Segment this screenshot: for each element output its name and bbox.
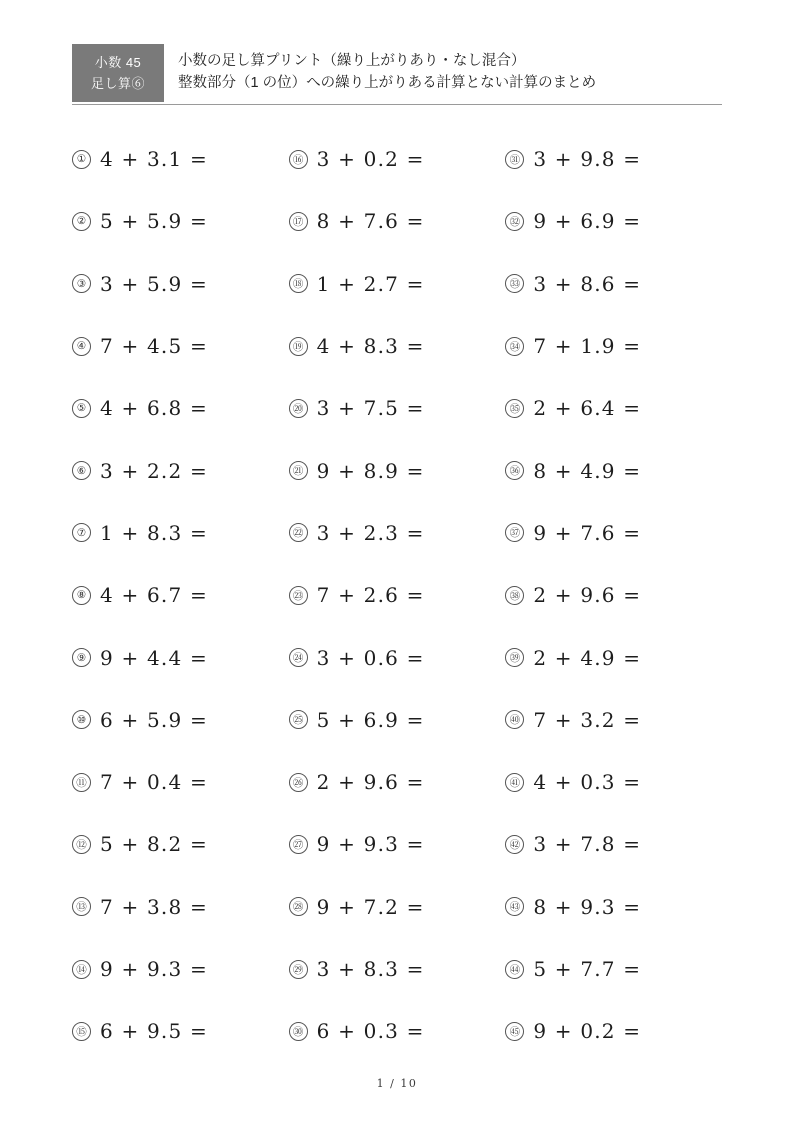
problem-item — [289, 1000, 506, 1062]
problem-number: ㊸ — [505, 897, 524, 916]
problem-item — [505, 626, 722, 688]
problem-expression: 3 + 5.9 = — [100, 271, 208, 296]
problem-grid — [72, 128, 722, 1062]
page-footer — [0, 1077, 794, 1090]
problem-expression: 7 + 4.5 = — [100, 334, 208, 359]
page-subtitle-text: 整数部分（1 の位）への繰り上がりある計算とない計算のまとめ — [178, 75, 597, 91]
problem-expression: 2 + 9.6 = — [533, 583, 642, 608]
problem-item — [72, 315, 289, 377]
problem-expression: 5 + 6.9 = — [316, 707, 425, 732]
problem-number: ㉔ — [289, 648, 308, 667]
problem-expression: 2 + 4.9 = — [533, 645, 642, 670]
problem-item — [72, 1000, 289, 1062]
problem-expression: 9 + 9.3 = — [100, 957, 208, 981]
problem-item — [289, 813, 506, 875]
problem-expression: 3 + 8.3 = — [316, 957, 425, 981]
problem-item — [72, 751, 289, 813]
problem-expression: 6 + 0.3 = — [316, 1019, 425, 1044]
problem-number: ④ — [72, 337, 91, 356]
problem-item — [505, 813, 722, 875]
problem-expression: 4 + 6.7 = — [100, 583, 208, 608]
problem-number: ㉑ — [289, 461, 308, 480]
problem-expression: 3 + 0.2 = — [316, 147, 425, 172]
problem-expression: 1 + 2.7 = — [316, 271, 425, 296]
problem-number: ㉕ — [289, 710, 308, 729]
problem-item — [289, 439, 506, 501]
problem-number: ㉓ — [289, 586, 308, 605]
problem-number: ⑮ — [72, 1022, 91, 1041]
page-number: 1 / 10 — [376, 1077, 418, 1090]
problem-item — [289, 253, 506, 315]
badge-line-2: 足し算⑥ — [90, 76, 145, 91]
problem-expression: 6 + 9.5 = — [100, 1019, 208, 1044]
problem-item — [289, 190, 506, 252]
problem-number: ㊳ — [505, 586, 524, 605]
problem-number: ㉙ — [289, 960, 308, 979]
header-divider — [72, 104, 722, 105]
problem-number: ⑨ — [72, 648, 91, 667]
problem-expression: 7 + 2.6 = — [316, 583, 425, 608]
problem-expression: 6 + 5.9 = — [100, 707, 208, 732]
problem-number: ⑫ — [72, 835, 91, 854]
problem-expression: 9 + 9.3 = — [316, 832, 425, 857]
problem-item — [505, 377, 722, 439]
problem-expression: 5 + 8.2 = — [100, 832, 208, 857]
problem-item — [289, 626, 506, 688]
problem-number: ㉒ — [289, 523, 308, 542]
problem-item — [289, 377, 506, 439]
problem-item — [289, 315, 506, 377]
problem-number: ㉘ — [289, 897, 308, 916]
problem-number: ㊴ — [505, 648, 524, 667]
problem-item — [505, 502, 722, 564]
problem-item — [72, 190, 289, 252]
problem-number: ① — [72, 150, 91, 169]
problem-expression: 9 + 8.9 = — [316, 458, 425, 483]
problem-item — [72, 689, 289, 751]
problem-number: ⑲ — [289, 337, 308, 356]
problem-expression: 4 + 8.3 = — [316, 334, 425, 359]
problem-expression: 9 + 7.2 = — [316, 894, 425, 919]
problem-item — [505, 190, 722, 252]
problem-expression: 9 + 7.6 = — [533, 520, 642, 545]
problem-item — [72, 128, 289, 190]
problem-item — [72, 626, 289, 688]
problem-number: ㉛ — [505, 150, 524, 169]
problem-expression: 9 + 6.9 = — [533, 209, 642, 234]
problem-number: ⑤ — [72, 399, 91, 418]
problem-number: ⑪ — [72, 773, 91, 792]
problem-number: ⑰ — [289, 212, 308, 231]
problem-expression: 7 + 3.2 = — [533, 707, 642, 732]
problem-expression: 9 + 0.2 = — [533, 1019, 642, 1044]
problem-item — [505, 564, 722, 626]
problem-item — [72, 377, 289, 439]
problem-expression: 3 + 0.6 = — [316, 645, 425, 670]
problem-expression: 4 + 3.1 = — [100, 147, 208, 172]
problem-item — [505, 315, 722, 377]
problem-number: ㉗ — [289, 835, 308, 854]
problem-item — [72, 876, 289, 938]
problem-expression: 3 + 7.8 = — [533, 832, 642, 857]
problem-number: ㊺ — [505, 1022, 524, 1041]
page-title-text: 小数の足し算プリント（繰り上がりあり・なし混合） — [178, 53, 526, 70]
problem-item — [289, 938, 506, 1000]
page-title — [178, 51, 722, 73]
problem-expression: 9 + 4.4 = — [100, 645, 208, 670]
problem-expression: 3 + 2.3 = — [316, 520, 425, 545]
problem-item — [72, 253, 289, 315]
problem-number: ㉞ — [505, 337, 524, 356]
worksheet-header — [72, 44, 722, 102]
problem-number: ㉖ — [289, 773, 308, 792]
problem-expression: 8 + 4.9 = — [533, 458, 642, 483]
problem-number: ㊱ — [505, 461, 524, 480]
problem-item — [505, 876, 722, 938]
problem-number: ⑧ — [72, 586, 91, 605]
problem-number: ⑳ — [289, 399, 308, 418]
header-title-block — [164, 44, 722, 102]
problem-number: ㊷ — [505, 835, 524, 854]
problem-number: ㊹ — [505, 960, 524, 979]
problem-item — [505, 1000, 722, 1062]
problem-item — [289, 689, 506, 751]
problem-number: ⑭ — [72, 960, 91, 979]
problem-number: ㊶ — [505, 773, 524, 792]
problem-number: ⑦ — [72, 523, 91, 542]
problem-expression: 3 + 8.6 = — [533, 271, 642, 296]
problem-number: ③ — [72, 274, 91, 293]
problem-expression: 7 + 3.8 = — [100, 894, 208, 919]
problem-number: ㉜ — [505, 212, 524, 231]
problem-expression: 3 + 9.8 = — [533, 147, 642, 172]
badge-line-1: 小数 45 — [94, 54, 142, 70]
problem-expression: 4 + 6.8 = — [100, 396, 208, 421]
problem-number: ⑬ — [72, 897, 91, 916]
problem-number: ㊲ — [505, 523, 524, 542]
problem-number: ⑥ — [72, 461, 91, 480]
page-subtitle — [178, 73, 722, 95]
problem-item — [72, 938, 289, 1000]
problem-number: ⑱ — [289, 274, 308, 293]
problem-item — [289, 876, 506, 938]
problem-expression: 3 + 7.5 = — [316, 396, 425, 421]
problem-item — [72, 502, 289, 564]
problem-item — [289, 502, 506, 564]
problem-item — [505, 751, 722, 813]
problem-expression: 7 + 0.4 = — [100, 770, 208, 795]
problem-expression: 4 + 0.3 = — [533, 770, 642, 795]
problem-number: ㉟ — [505, 399, 524, 418]
problem-item — [289, 128, 506, 190]
problem-number: ② — [72, 212, 91, 231]
problem-item — [289, 564, 506, 626]
problem-expression: 8 + 9.3 = — [533, 894, 642, 919]
problem-expression: 5 + 7.7 = — [533, 957, 642, 981]
problem-number: ㊵ — [505, 710, 524, 729]
problem-expression: 1 + 8.3 = — [100, 520, 208, 545]
problem-item — [72, 564, 289, 626]
problem-expression: 3 + 2.2 = — [100, 458, 208, 483]
problem-item — [505, 128, 722, 190]
problem-number: ⑯ — [289, 150, 308, 169]
problem-item — [72, 813, 289, 875]
problem-number: ㉝ — [505, 274, 524, 293]
problem-item — [289, 751, 506, 813]
header-badge — [72, 44, 164, 102]
problem-expression: 8 + 7.6 = — [316, 209, 425, 234]
problem-expression: 5 + 5.9 = — [100, 209, 208, 234]
problem-item — [505, 439, 722, 501]
problem-number: ㉚ — [289, 1022, 308, 1041]
problem-expression: 7 + 1.9 = — [533, 334, 642, 359]
problem-item — [505, 938, 722, 1000]
problem-item — [505, 253, 722, 315]
problem-expression: 2 + 6.4 = — [533, 396, 642, 421]
problem-number: ⑩ — [72, 710, 91, 729]
problem-expression: 2 + 9.6 = — [316, 770, 425, 795]
problem-item — [72, 439, 289, 501]
problem-item — [505, 689, 722, 751]
